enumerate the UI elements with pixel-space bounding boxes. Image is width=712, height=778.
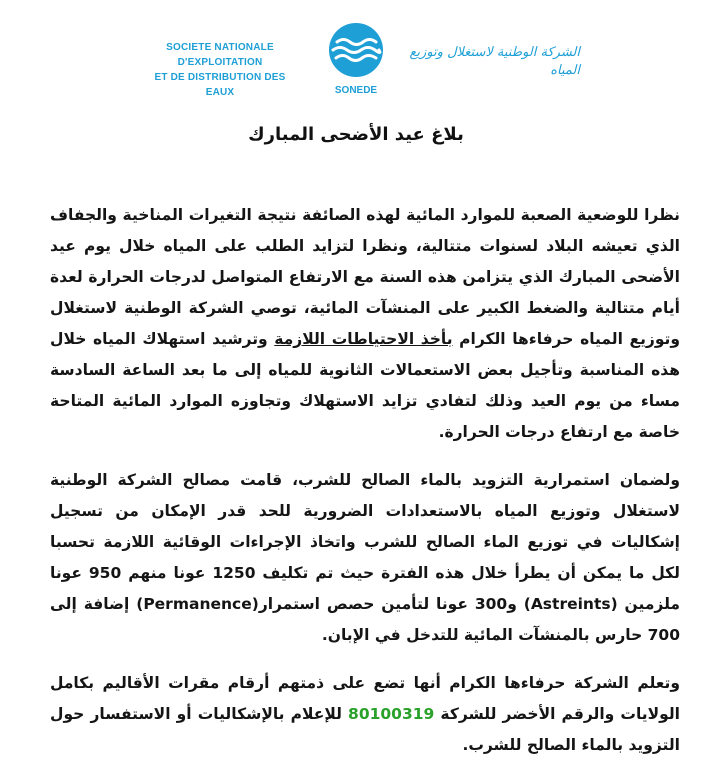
company-name-arabic: الشركة الوطنية لاستغلال وتوزيع المياه <box>409 45 580 78</box>
paragraph-1 <box>50 200 680 448</box>
underlined-phrase: بأخذ الاحتياطات اللازمة <box>274 330 453 348</box>
announcement-body <box>50 200 680 778</box>
page-title: بلاغ عيد الأضحى المبارك <box>248 124 464 145</box>
company-name-french-line2: ET DE DISTRIBUTION DES EAUX <box>154 72 286 98</box>
sonede-logo <box>324 20 388 100</box>
company-name-french-line1: SOCIETE NATIONALE D'EXPLOITATION <box>166 42 274 68</box>
paragraph-1-text-b: وترشيد استهلاك المياه خلال هذه المناسبة وتأجيل بعض الاستعمالات الثانوية للمياه إلى ما بعد الساعة السادسة مساء من يوم العيد وذلك لتفادي تزايد الاستهلاك وتجاوزه الموارد المائية المتاحة خاصة مع ارتفاع درجات الحرارة. <box>50 330 680 441</box>
paragraph-3-text-a: وتعلم الشركة حرفاءها الكرام أنها تضع على ذمتهم أرقام مقرات الأقاليم بكامل الولايات والرقم الأخضر للشركة <box>50 674 680 723</box>
paragraph-1-text-a: نظرا للوضعية الصعبة للموارد المائية لهذه الصائفة نتيجة التغيرات المناخية والجفاف الذي تعيشه البلاد لسنوات متتالية، ونظرا لتزايد الطلب على المياه خلال يوم عيد الأضحى المبارك الذي يتزامن هذه السنة مع الارتفاع المتواصل لدرجات الحرارة لعدة أيام متتالية والضغط الكبير على المنشآت المائية، توصي الشركة الوطنية لاستغلال وتوزيع المياه حرفاءها الكرام <box>50 206 680 348</box>
logo-text: SONEDE <box>334 85 378 96</box>
green-number: 80100319 <box>348 705 435 723</box>
paragraph-3-text-b: للإعلام بالإشكاليات أو الاستفسار حول التزويد بالماء الصالح للشرب. <box>50 705 680 754</box>
paragraph-2: ولضمان استمرارية التزويد بالماء الصالح للشرب، قامت مصالح الشركة الوطنية لاستغلال وتوزيع المياه بالاستعدادات الضرورية للحد قدر الإمكان من تسجيل إشكاليات في توزيع الماء الصالح للشرب واتخاذ الإجراءات الوقائية اللازمة تحسبا لكل ما يمكن أن يطرأ خلال هذه الفترة حيث تم تكليف 1250 عونا منهم 950 عونا ملزمين (Astreints) و300 عونا لتأمين حصص استمرار(Permanence) إضافة إلى 700 حارس بالمنشآت المائية للتدخل في الإبان. <box>50 471 680 644</box>
company-name-french <box>140 40 300 100</box>
paragraph-3 <box>50 668 680 761</box>
water-waves-icon <box>329 23 383 77</box>
letterhead <box>0 0 712 112</box>
